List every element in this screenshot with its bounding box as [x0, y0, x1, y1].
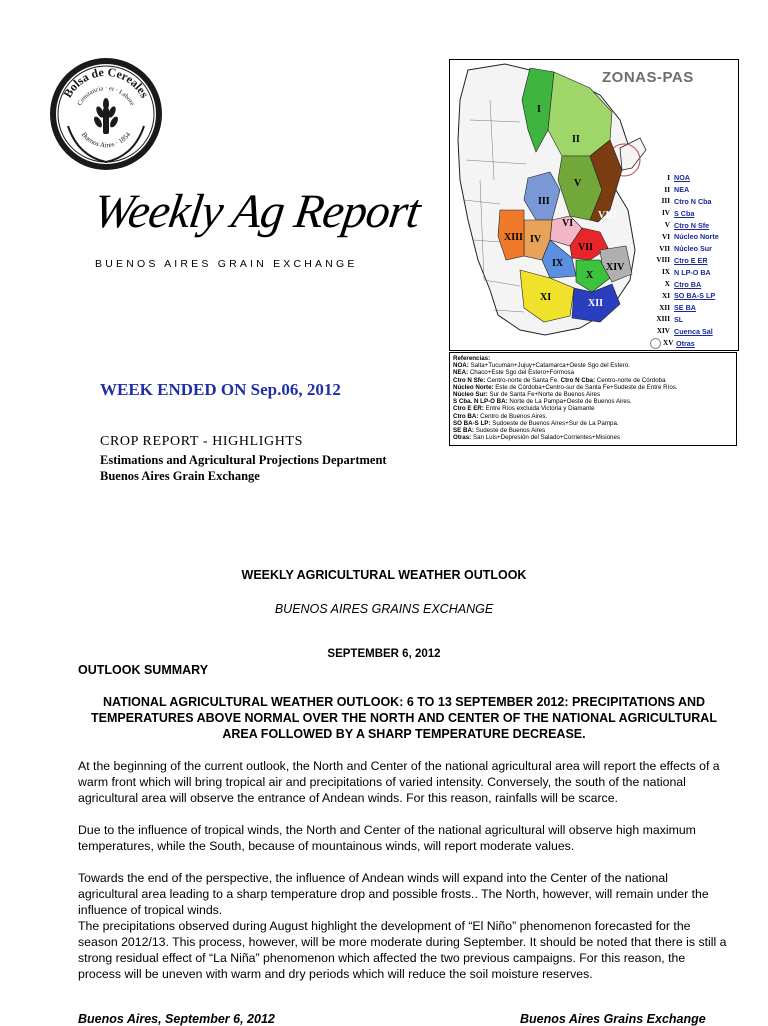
zone-name: SL: [674, 314, 684, 324]
legend-row: NOA: Salta+Tucumán+Jujuy+Catamarca+Oeste Sgo del Estero.: [453, 362, 630, 370]
other-zone-circle-icon: [650, 338, 661, 349]
zone-roman-numeral: XIII: [656, 315, 670, 324]
zone-link[interactable]: NOA: [674, 173, 690, 183]
outlook-summary-label: OUTLOOK SUMMARY: [78, 663, 209, 677]
legend-row: NEA: Chaco+Este Sgo del Estero+Formosa: [453, 369, 575, 377]
zonas-map-panel: [449, 59, 739, 351]
zone-II: [548, 72, 612, 156]
legend-row: Núcleo Norte: Este de Córdoba+Centro-sur de Santa Fe+Sudeste de Entre Ríos.: [453, 383, 678, 391]
report-subtitle: BUENOS AIRES GRAIN EXCHANGE: [95, 258, 358, 270]
outlook-heading: WEEKLY AGRICULTURAL WEATHER OUTLOOK: [241, 568, 527, 582]
zone-roman-numeral: VIII: [656, 256, 670, 265]
zone-link[interactable]: S Cba: [674, 208, 695, 218]
zone-roman-numeral: IX: [662, 268, 670, 277]
zone-link[interactable]: Ctro BA: [674, 279, 702, 289]
map-label-X: X: [586, 270, 594, 281]
zone-list-item: [650, 243, 739, 255]
legend-row: Ctro E ER: Entre Ríos excluida Victoria y Diamante: [453, 405, 595, 413]
national-headline: NATIONAL AGRICULTURAL WEATHER OUTLOOK: 6 TO 13 SEPTEMBER 2012: PRECIPITATIONS AND TEMPERATURES ABOVE NORMAL OVER THE NORTH AND CENTER OF THE NATIONAL AGRICULTURAL AREA FOLLOWED BY A SHARP TEMPERATURE DECREASE.: [91, 695, 717, 741]
zone-roman-numeral: V: [664, 221, 670, 230]
legend-row: Ctro BA: Centro de Buenos Aires.: [453, 412, 548, 420]
zone-roman-numeral: VII: [659, 244, 670, 253]
zone-list-item[interactable]: [650, 207, 739, 219]
organization-name: Buenos Aires Grain Exchange: [100, 469, 260, 483]
zone-list-item: [650, 314, 739, 326]
zone-roman-numeral: XI: [662, 291, 670, 300]
zone-roman-numeral: I: [667, 173, 670, 182]
zone-roman-numeral: XIV: [656, 327, 670, 336]
outlook-paragraph: At the beginning of the current outlook, the North and Center of the national agricultural area will report the effects of a warm front which will bring tropical air and precipitations of varied intensity. Conversely, the south of the national agricultural area will observe the entrance of Andean winds. For this reason, rainfalls will be scarce.: [78, 759, 720, 805]
zone-link[interactable]: Otras: [676, 338, 695, 348]
zone-link[interactable]: Ctro E ER: [674, 255, 708, 265]
svg-text:Bolsa de Cereales: Bolsa de Cereales: [60, 64, 152, 101]
zone-list-item[interactable]: [650, 278, 739, 290]
outlook-org: BUENOS AIRES GRAINS EXCHANGE: [274, 602, 494, 616]
map-label-I: I: [537, 104, 541, 115]
legend-row: SE BA: Sudeste de Buenos Aires: [453, 427, 546, 435]
outlook-paragraph: Due to the influence of tropical winds, the North and Center of the national agricultural will observe high maximum temperatures, while the South, because of mountainous winds, will report moderate values.: [78, 823, 696, 853]
outlook-paragraph: Towards the end of the perspective, the influence of Andean winds will expand into the Center of the national agricultural area leading to a sharp temperature drop and possible frosts.. The North, however, will remain under the influence of tropical winds.: [78, 871, 709, 917]
svg-text:Buenos Aires · 1854: Buenos Aires · 1854: [79, 130, 133, 150]
zone-list-item[interactable]: [650, 290, 739, 302]
zone-roman-numeral: II: [664, 185, 670, 194]
legend-row: Ctro N Sfe: Centro-norte de Santa Fe. Ctro N Cba: Centro-norte de Córdoba: [453, 376, 666, 384]
zone-list-item: [650, 196, 739, 208]
map-label-XI: XI: [540, 292, 552, 303]
zone-roman-numeral: III: [661, 197, 670, 206]
zone-list-item[interactable]: [650, 337, 739, 349]
map-label-IX: IX: [552, 258, 564, 269]
week-ended-heading: WEEK ENDED ON Sep.06, 2012: [100, 380, 341, 399]
legend-rows: [453, 362, 733, 441]
zone-list-item[interactable]: [650, 255, 739, 267]
outlook-date: SEPTEMBER 6, 2012: [327, 648, 441, 660]
crop-report-title: CROP REPORT - HIGHLIGHTS: [100, 434, 303, 449]
map-title: ZONAS-PAS: [602, 69, 694, 86]
zone-name: Ctro N Cba: [674, 196, 712, 206]
zone-link[interactable]: SE BA: [674, 303, 696, 313]
zone-name: Núcleo Norte: [674, 232, 719, 242]
footer-organization: Buenos Aires Grains Exchange: [520, 1012, 706, 1026]
zone-list-item[interactable]: [650, 325, 739, 337]
zone-list-item[interactable]: [650, 302, 739, 314]
map-label-XII: XII: [588, 298, 604, 309]
zone-list-item[interactable]: [650, 219, 739, 231]
zone-list: [650, 172, 739, 349]
legend-row: SO BA-S LP: Sudoeste de Buenos Aires+Sur de La Pampa.: [453, 419, 619, 427]
department-name: Estimations and Agricultural Projections Department: [100, 453, 387, 467]
bolsa-de-cereales-seal: [48, 56, 164, 172]
zone-roman-numeral: XII: [659, 303, 670, 312]
zone-name: N LP-O BA: [674, 267, 711, 277]
footer-place-date: Buenos Aires, September 6, 2012: [78, 1012, 275, 1026]
map-label-XIII: XIII: [504, 232, 523, 243]
outlook-paragraph: The precipitations observed during August highlight the development of “El Niño” phenomenon forecasted for the season 2012/13. This process, however, will be more moderate during September. It should be noted that there is still a strong residual effect of “La Niña” phenomenon which affected the two previous campaigns. For this reason, the process will be uneven with warm and dry periods which will reduce the soil moisture reserves.: [78, 919, 727, 981]
map-label-VI: VI: [562, 218, 574, 229]
map-legend: [449, 352, 737, 446]
zone-list-item: [650, 184, 739, 196]
legend-row: Otras: San Luis+Depresión del Salado+Corrientes+Misiones: [453, 434, 620, 442]
zone-link[interactable]: Ctro N Sfe: [674, 220, 710, 230]
zone-list-item: [650, 231, 739, 243]
legend-row: S Cba. N LP-O BA: Norte de La Pampa+Oeste de Buenos Aires.: [453, 398, 632, 406]
zone-roman-numeral: VI: [662, 232, 670, 241]
zone-link[interactable]: Cuenca Sal: [674, 326, 713, 336]
legend-row: Núcleo Sur: Sur de Santa Fe+Norte de Buenos Aires: [453, 391, 601, 399]
zone-roman-numeral: X: [664, 280, 670, 289]
zone-name: NEA: [674, 185, 690, 195]
svg-text:Constancia · et · Labore: Constancia · et · Labore: [76, 84, 136, 107]
map-label-II: II: [572, 134, 580, 145]
zone-roman-numeral: XV: [663, 339, 674, 348]
zone-list-item: [650, 266, 739, 278]
map-label-XIV: XIV: [606, 262, 625, 273]
legend-heading: Referencias:: [453, 355, 491, 362]
map-label-VII: VII: [578, 242, 594, 253]
zone-roman-numeral: IV: [662, 209, 670, 218]
map-label-IV: IV: [530, 234, 542, 245]
zone-link[interactable]: SO BA-S LP: [674, 291, 716, 301]
map-label-III: III: [538, 196, 550, 207]
map-label-VIII: VIII: [598, 210, 617, 221]
report-title: Weekly Ag Report: [90, 185, 424, 238]
zone-name: Núcleo Sur: [674, 244, 712, 254]
zone-list-item[interactable]: [650, 172, 739, 184]
map-label-V: V: [574, 178, 582, 189]
